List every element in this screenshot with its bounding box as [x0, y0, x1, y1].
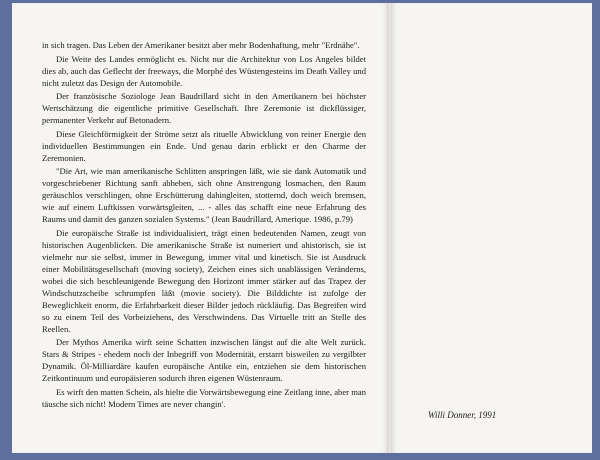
author-signature: Willi Donner, 1991: [428, 410, 497, 420]
right-page: [390, 3, 592, 453]
paragraph: in sich tragen. Das Leben der Amerikaner besitzt aber mehr Bodenhaftung, mehr "Erdnähe".: [42, 40, 360, 50]
paragraph: Der französische Soziologe Jean Baudrillard sicht in den Amerikanern bei höchster Wertschätzung die eigentliche primitive Gesellschaft. Ihre Zeremonie ist dickflüssiger, permanenter Verkehr auf Betonadern.: [42, 91, 366, 125]
book-gutter: [388, 3, 392, 453]
essay-text: [42, 39, 366, 411]
paragraph: Die europäische Straße ist individualisiert, trägt einen bedeutenden Namen, zeugt von historischen Augenblicken. Die amerikanische Straße ist numeriert und ahistorisch, sie ist vielmehr nur sie selbst, immer in Bewegung, immer vital und kinetisch. Sie ist Ausdruck einer Mobilitätsgesellschaft (moving society), Zeichen eines sich unablässigen Veränderns, wobei die sich beschleunigende Bewegung den Horizont immer stärker auf das Trapez der Windschutzscheibe schrumpfen läßt (movie society). Die Bilddichte ist zufolge der Beweglichkeit enorm, die Erfahrbarkeit dieser Bilder jedoch rückläufig. Das Begreifen wird so zu einem Teil des Vorbeiziehens, des Verschwindens. Das Virtuelle tritt an Stelle des Reellen.: [42, 227, 366, 334]
paragraph: Der Mythos Amerika wirft seine Schatten inzwischen längst auf die alte Welt zurück. Stars & Stripes - ehedem noch der Inbegriff von Modernität, erstarrt bisweilen zu vergilbter Dynamik. Öl-Milliardäre kaufen europäische Antike ein, entziehen sie dem historischen Zeitkontinuum und europäisieren sodurch ihren eigenen Wüstenraum.: [42, 337, 366, 383]
paragraph: Die Weite des Landes ermöglicht es. Nicht nur die Architektur von Los Angeles bildet dies ab, auch das Geflecht der freeways, die Morphé des Wüstengesteins im Death Valley und nicht zuletzt das Design der Automobile.: [42, 53, 366, 88]
paragraph: Es wirft den matten Schein, als hielte die Vorwärtsbewegung eine Zeitlang inne, aber man täusche sich nicht! Modern Times are never changin'.: [42, 386, 366, 409]
paragraph: Diese Gleichförmigkeit der Ströme setzt als rituelle Abwicklung von reiner Energie den individuellen Bestimmungen ein Ende. Und genau darin erblickt er den Charme der Zeremonien.: [42, 128, 366, 163]
paragraph: "Die Art, wie man amerikanische Schlitten anspringen läßt, wie sie dank Automatik und vorgeschriebener Richtung sanft abheben, sich ohne Anstrengung losmachen, den Raum geräuschlos verschlingen, ohne Erschütterung dahingleiten, stotternd, doch weich bremsen, wie auf einem Luftkissen vorwärtsgleiten, ... - alles das schafft eine neue Erfahrung des Raums und damit des ganzen sozialen Systems." (Jean Baudrillard, Amerique. 1986, p.79): [42, 166, 366, 224]
